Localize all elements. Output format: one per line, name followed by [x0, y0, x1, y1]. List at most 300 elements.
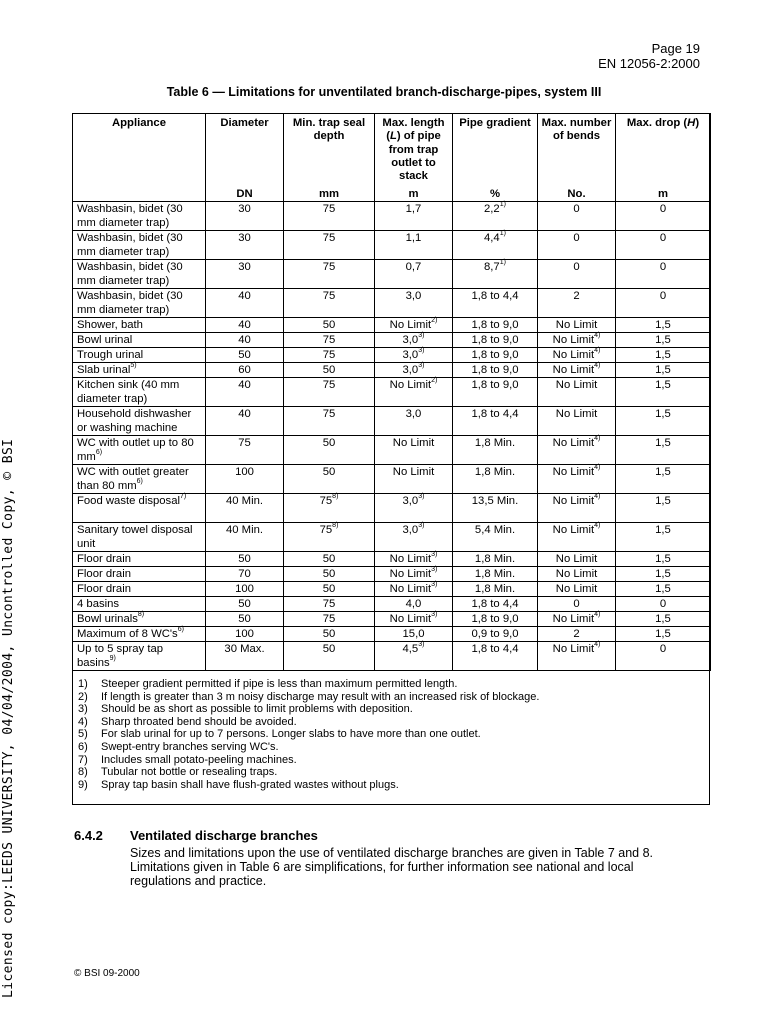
- max-length-cell-text: No Limit: [389, 613, 432, 625]
- max-length-cell: [375, 348, 453, 363]
- footnote: [78, 678, 539, 691]
- max-length-cell-text: 3,0: [402, 495, 419, 507]
- gradient-cell-text: 8,7: [484, 261, 500, 273]
- footnote-number: 9): [78, 778, 88, 791]
- max-length-cell: [375, 494, 453, 523]
- gradient-cell: [453, 436, 538, 465]
- bends-cell-text: 0: [573, 598, 580, 610]
- gradient-cell: [453, 465, 538, 494]
- trap-seal-cell-text: 75: [322, 349, 336, 361]
- appliance-cell-text: 4 basins: [77, 598, 120, 610]
- column-unit: mm: [284, 187, 375, 202]
- max-drop-cell: [616, 363, 711, 378]
- max-drop-cell-text: 1,5: [655, 568, 671, 580]
- gradient-cell-text: 1,8 Min.: [474, 437, 516, 449]
- max-length-cell-text: 1,7: [405, 203, 422, 215]
- max-drop-cell-text: 1,5: [655, 466, 671, 478]
- bends-cell: [538, 612, 616, 627]
- gradient-cell-text: 4,4: [484, 232, 500, 244]
- diameter-cell-text: 100: [235, 583, 254, 595]
- table-row: [73, 318, 711, 333]
- appliance-cell: [73, 627, 206, 642]
- max-drop-cell-text: 1,5: [655, 334, 671, 346]
- trap-seal-cell: [284, 436, 375, 465]
- diameter-cell: [206, 436, 284, 465]
- bends-cell-text: No Limit: [555, 553, 598, 565]
- footnote-text: Should be as short as possible to limit problems with deposition.: [101, 703, 413, 716]
- trap-seal-cell: [284, 597, 375, 612]
- footnote-ref: 6): [136, 478, 143, 485]
- appliance-cell: [73, 289, 206, 318]
- bends-cell-text: No Limit: [555, 568, 598, 580]
- appliance-cell: [73, 260, 206, 289]
- max-drop-cell: [616, 642, 711, 671]
- gradient-cell: [453, 260, 538, 289]
- max-length-cell: [375, 289, 453, 318]
- appliance-cell-text: Washbasin, bidet (30 mm diameter trap): [77, 290, 183, 316]
- gradient-cell-text: 0,9 to 9,0: [471, 628, 519, 640]
- max-length-cell-text: 3,0: [402, 334, 419, 346]
- section-body: [130, 846, 690, 888]
- bends-cell-text: 0: [573, 232, 580, 244]
- bends-cell-text: No Limit: [552, 524, 595, 536]
- column-unit: %: [453, 187, 538, 202]
- appliance-cell: [73, 494, 206, 523]
- max-length-cell: [375, 567, 453, 582]
- diameter-cell-text: 100: [235, 628, 254, 640]
- bends-cell-text: 2: [573, 628, 580, 640]
- diameter-cell-text: 30: [238, 232, 251, 244]
- trap-seal-cell: [284, 318, 375, 333]
- diameter-cell: [206, 260, 284, 289]
- gradient-cell: [453, 333, 538, 348]
- footnote: [78, 754, 539, 767]
- max-length-cell: [375, 597, 453, 612]
- section-paragraph-2: Limitations given in Table 6 are simplifications, for further information see national and local regulations and practice.: [130, 860, 634, 888]
- max-length-cell: [375, 231, 453, 260]
- section-heading: [74, 828, 318, 843]
- max-drop-cell-text: 1,5: [655, 613, 671, 625]
- trap-seal-cell-text: 50: [322, 628, 336, 640]
- footnote-ref: 4): [594, 611, 601, 618]
- trap-seal-cell-text: 50: [322, 466, 336, 478]
- diameter-cell-text: 60: [238, 364, 251, 376]
- appliance-cell-text: Household dishwasher or washing machine: [77, 408, 192, 434]
- diameter-cell: [206, 642, 284, 671]
- trap-seal-cell-text: 75: [322, 408, 336, 420]
- footnote-number: 5): [78, 728, 88, 741]
- gradient-cell-text: 1,8 to 4,4: [471, 643, 519, 655]
- footnote: [78, 728, 539, 741]
- max-length-cell-text: No Limit: [389, 553, 432, 565]
- appliance-cell: [73, 612, 206, 627]
- footnote-ref: 4): [594, 435, 601, 442]
- trap-seal-cell-text: 50: [322, 568, 336, 580]
- footnote-text: Swept-entry branches serving WC's.: [101, 740, 279, 753]
- bends-cell-text: No Limit: [552, 349, 595, 361]
- section-paragraph-1: Sizes and limitations upon the use of ventilated discharge branches are given in Table 7 and 8.: [130, 846, 654, 860]
- footnote: [78, 691, 539, 704]
- diameter-cell-text: 40: [238, 334, 251, 346]
- footnote-ref: 9): [109, 655, 116, 662]
- diameter-cell: [206, 407, 284, 436]
- footnote-ref: 4): [594, 362, 601, 369]
- bends-cell: [538, 260, 616, 289]
- bends-cell-text: 0: [573, 203, 580, 215]
- trap-seal-cell-text: 50: [322, 319, 336, 331]
- diameter-cell: [206, 552, 284, 567]
- column-header-label: Appliance: [112, 117, 166, 129]
- appliance-cell-text: WC with outlet up to 80 mm: [77, 437, 194, 463]
- max-drop-cell-text: 1,5: [655, 553, 671, 565]
- footnote-text: Steeper gradient permitted if pipe is less than maximum permitted length.: [101, 678, 458, 690]
- gradient-cell-text: 1,8 to 9,0: [471, 349, 519, 361]
- column-header-symbol: L: [389, 130, 397, 143]
- trap-seal-cell: [284, 202, 375, 231]
- max-drop-cell: [616, 333, 711, 348]
- column-header-label: Min. trap seal depth: [292, 117, 366, 143]
- table-row: [73, 582, 711, 597]
- trap-seal-cell-text: 75: [319, 495, 333, 507]
- footnote-number: 6): [78, 740, 88, 753]
- table-row: [73, 523, 711, 552]
- gradient-cell: [453, 231, 538, 260]
- max-length-cell: [375, 642, 453, 671]
- max-drop-cell-text: 0: [659, 598, 667, 610]
- max-drop-cell: [616, 612, 711, 627]
- appliance-cell: [73, 552, 206, 567]
- max-length-cell-text: No Limit: [389, 319, 432, 331]
- standard-number: EN 12056-2:2000: [598, 56, 700, 71]
- footnote-number: 8): [78, 766, 88, 779]
- table-row: [73, 202, 711, 231]
- bends-cell: [538, 494, 616, 523]
- diameter-cell-text: 50: [238, 349, 251, 361]
- max-length-cell-text: 4,5: [402, 643, 419, 655]
- bends-cell-text: No Limit: [552, 643, 595, 655]
- column-header: [453, 114, 538, 188]
- column-header-label: Max. length (: [382, 117, 445, 143]
- trap-seal-cell-text: 75: [319, 524, 333, 536]
- page-header: [598, 41, 700, 71]
- bends-cell: [538, 348, 616, 363]
- trap-seal-cell: [284, 407, 375, 436]
- footnote-ref: 3): [431, 551, 438, 558]
- diameter-cell: [206, 318, 284, 333]
- trap-seal-cell: [284, 348, 375, 363]
- trap-seal-cell: [284, 231, 375, 260]
- footnote-ref: 3): [418, 522, 425, 529]
- footnote-ref: 5): [130, 362, 137, 369]
- table-row: [73, 289, 711, 318]
- max-drop-cell-text: 1,5: [655, 628, 671, 640]
- max-length-cell-text: 3,0: [402, 349, 419, 361]
- footnote-text: Spray tap basin shall have flush-grated wastes without plugs.: [101, 778, 399, 791]
- max-length-cell: [375, 465, 453, 494]
- max-length-cell-text: 3,0: [402, 364, 419, 376]
- max-length-cell-text: No Limit: [389, 379, 432, 391]
- table-row: [73, 363, 711, 378]
- max-length-cell-text: 3,0: [405, 408, 422, 420]
- gradient-cell: [453, 642, 538, 671]
- appliance-cell-text: Bowl urinals: [77, 613, 138, 625]
- table-row: [73, 642, 711, 671]
- bends-cell: [538, 333, 616, 348]
- footnote-ref: 3): [431, 611, 438, 618]
- bends-cell-text: No Limit: [552, 466, 595, 478]
- max-length-cell-text: No Limit: [389, 583, 432, 595]
- trap-seal-cell: [284, 378, 375, 407]
- trap-seal-cell: [284, 642, 375, 671]
- diameter-cell-text: 30: [238, 203, 251, 215]
- table-row: [73, 552, 711, 567]
- bends-cell: [538, 363, 616, 378]
- trap-seal-cell: [284, 333, 375, 348]
- max-drop-cell-text: 1,5: [655, 583, 671, 595]
- trap-seal-cell: [284, 627, 375, 642]
- bends-cell: [538, 567, 616, 582]
- bends-cell: [538, 465, 616, 494]
- footnote-ref: 6): [177, 626, 184, 633]
- appliance-cell: [73, 333, 206, 348]
- max-drop-cell: [616, 465, 711, 494]
- license-watermark: Licensed copy:LEEDS UNIVERSITY, 04/04/2004, Uncontrolled Copy, © BSI: [1, 438, 16, 998]
- trap-seal-cell: [284, 289, 375, 318]
- gradient-cell-text: 2,2: [484, 203, 500, 215]
- column-header-row: [73, 114, 711, 188]
- diameter-cell: [206, 627, 284, 642]
- table-row: [73, 231, 711, 260]
- max-length-cell: [375, 627, 453, 642]
- bends-cell: [538, 436, 616, 465]
- column-header: [538, 114, 616, 188]
- diameter-cell: [206, 523, 284, 552]
- footnote: [78, 779, 539, 792]
- appliance-cell-text: Kitchen sink (40 mm diameter trap): [77, 379, 180, 405]
- max-drop-cell: [616, 552, 711, 567]
- appliance-cell-text: Washbasin, bidet (30 mm diameter trap): [77, 232, 183, 258]
- bends-cell: [538, 627, 616, 642]
- column-header-label: Max. number of bends: [541, 117, 612, 143]
- footnote-text: For slab urinal for up to 7 persons. Longer slabs to have more than one outlet.: [101, 728, 481, 741]
- footnote-ref: 3): [431, 581, 438, 588]
- diameter-cell-text: 40 Min.: [225, 524, 264, 536]
- gradient-cell: [453, 582, 538, 597]
- diameter-cell-text: 50: [238, 598, 251, 610]
- appliance-cell: [73, 523, 206, 552]
- max-drop-cell-text: 0: [659, 290, 667, 302]
- appliance-cell-text: Shower, bath: [77, 319, 143, 331]
- trap-seal-cell-text: 75: [322, 203, 336, 215]
- trap-seal-cell-text: 50: [322, 437, 336, 449]
- bends-cell-text: No Limit: [555, 319, 598, 331]
- diameter-cell: [206, 378, 284, 407]
- appliance-cell-text: Slab urinal: [77, 364, 131, 376]
- trap-seal-cell-text: 75: [322, 334, 336, 346]
- max-length-cell: [375, 612, 453, 627]
- appliance-cell-text: Food waste disposal: [77, 495, 180, 507]
- footnote-ref: 4): [594, 522, 601, 529]
- appliance-cell: [73, 363, 206, 378]
- column-header: [73, 114, 206, 188]
- trap-seal-cell-text: 50: [322, 553, 336, 565]
- bends-cell: [538, 582, 616, 597]
- bends-cell-text: No Limit: [552, 495, 595, 507]
- gradient-cell-text: 1,8 to 4,4: [471, 408, 519, 420]
- max-drop-cell-text: 1,5: [655, 524, 671, 536]
- bends-cell: [538, 642, 616, 671]
- gradient-cell-text: 1,8 Min.: [474, 568, 516, 580]
- gradient-cell-text: 1,8 to 9,0: [471, 319, 519, 331]
- gradient-cell-text: 1,8 to 9,0: [471, 613, 519, 625]
- diameter-cell: [206, 567, 284, 582]
- column-header-label: ) of pipe from trap outlet to stack: [388, 130, 441, 183]
- table-title: Table 6 — Limitations for unventilated branch-discharge-pipes, system III: [166, 85, 602, 99]
- table-row: [73, 348, 711, 363]
- footnote-ref: 4): [594, 347, 601, 354]
- max-drop-cell: [616, 494, 711, 523]
- max-drop-cell-text: 0: [659, 232, 667, 244]
- footnote-number: 3): [78, 703, 88, 716]
- max-drop-cell: [616, 348, 711, 363]
- footnote-ref: 7): [180, 493, 187, 500]
- trap-seal-cell-text: 75: [322, 598, 336, 610]
- table-row: [73, 597, 711, 612]
- footnote-number: 7): [78, 753, 88, 766]
- diameter-cell: [206, 465, 284, 494]
- column-header-label: Diameter: [220, 117, 269, 129]
- appliance-cell-text: Bowl urinal: [77, 334, 133, 346]
- table-row: [73, 465, 711, 494]
- max-drop-cell-text: 0: [659, 643, 667, 655]
- trap-seal-cell: [284, 465, 375, 494]
- appliance-cell: [73, 318, 206, 333]
- column-unit: [73, 187, 206, 202]
- max-drop-cell-text: 1,5: [655, 379, 671, 391]
- max-drop-cell: [616, 231, 711, 260]
- max-drop-cell-text: 1,5: [655, 319, 671, 331]
- appliance-cell-text: Up to 5 spray tap basins: [77, 643, 164, 669]
- section-number: 6.4.2: [74, 828, 103, 843]
- bends-cell: [538, 597, 616, 612]
- gradient-cell-text: 1,8 to 9,0: [471, 379, 519, 391]
- trap-seal-cell-text: 50: [322, 583, 336, 595]
- bends-cell-text: 0: [573, 261, 580, 273]
- appliance-cell: [73, 348, 206, 363]
- gradient-cell-text: 5,4 Min.: [474, 524, 516, 536]
- bends-cell: [538, 552, 616, 567]
- max-length-cell-text: No Limit: [392, 466, 435, 478]
- footnote-ref: 4): [594, 641, 601, 648]
- trap-seal-cell-text: 75: [322, 290, 336, 302]
- max-length-cell: [375, 333, 453, 348]
- appliance-cell: [73, 407, 206, 436]
- footnote-ref: 4): [594, 332, 601, 339]
- trap-seal-cell: [284, 567, 375, 582]
- diameter-cell-text: 75: [238, 437, 251, 449]
- bends-cell-text: No Limit: [552, 437, 595, 449]
- table-footnotes: [78, 678, 539, 791]
- trap-seal-cell: [284, 612, 375, 627]
- table-row: [73, 260, 711, 289]
- max-length-cell: [375, 202, 453, 231]
- gradient-cell-text: 13,5 Min.: [471, 495, 519, 507]
- appliance-cell-text: Washbasin, bidet (30 mm diameter trap): [77, 203, 183, 229]
- bends-cell: [538, 289, 616, 318]
- max-drop-cell: [616, 582, 711, 597]
- diameter-cell: [206, 582, 284, 597]
- table-row: [73, 333, 711, 348]
- bends-cell: [538, 378, 616, 407]
- bends-cell: [538, 202, 616, 231]
- diameter-cell-text: 30: [238, 261, 251, 273]
- table-row: [73, 407, 711, 436]
- trap-seal-cell-text: 50: [322, 643, 336, 655]
- copyright-footer: © BSI 09-2000: [74, 968, 140, 979]
- appliance-cell-text: Floor drain: [77, 568, 131, 580]
- diameter-cell-text: 50: [238, 613, 251, 625]
- footnote-text: Sharp throated bend should be avoided.: [101, 715, 297, 728]
- bends-cell-text: 2: [573, 290, 580, 302]
- gradient-cell: [453, 494, 538, 523]
- appliance-cell: [73, 231, 206, 260]
- footnote-ref: 1): [499, 201, 506, 208]
- gradient-cell-text: 1,8 Min.: [474, 466, 516, 478]
- gradient-cell: [453, 627, 538, 642]
- footnote-ref: 8): [332, 522, 339, 529]
- gradient-cell-text: 1,8 Min.: [474, 553, 516, 565]
- bends-cell-text: No Limit: [555, 379, 598, 391]
- diameter-cell-text: 40 Min.: [225, 495, 264, 507]
- table-row: [73, 627, 711, 642]
- appliance-cell-text: Maximum of 8 WC's: [77, 628, 178, 640]
- bends-cell-text: No Limit: [552, 613, 595, 625]
- footnote-ref: 8): [332, 493, 339, 500]
- max-drop-cell: [616, 627, 711, 642]
- appliance-cell: [73, 642, 206, 671]
- diameter-cell-text: 100: [235, 466, 254, 478]
- appliance-cell-text: Washbasin, bidet (30 mm diameter trap): [77, 261, 183, 287]
- gradient-cell-text: 1,8 to 4,4: [471, 598, 519, 610]
- max-drop-cell: [616, 436, 711, 465]
- appliance-cell-text: Sanitary towel disposal unit: [77, 524, 193, 550]
- trap-seal-cell: [284, 523, 375, 552]
- gradient-cell: [453, 612, 538, 627]
- footnote-text: Includes small potato-peeling machines.: [101, 753, 297, 766]
- footnote-ref: 4): [594, 464, 601, 471]
- diameter-cell: [206, 612, 284, 627]
- diameter-cell-text: 70: [238, 568, 251, 580]
- trap-seal-cell: [284, 552, 375, 567]
- diameter-cell: [206, 494, 284, 523]
- table-row: [73, 494, 711, 523]
- appliance-cell-text: WC with outlet greater than 80 mm: [77, 466, 189, 492]
- footnote: [78, 703, 539, 716]
- bends-cell: [538, 231, 616, 260]
- trap-seal-cell-text: 75: [322, 613, 336, 625]
- footnote-number: 4): [78, 715, 88, 728]
- unit-row: [73, 187, 711, 202]
- column-header-label: ): [695, 117, 700, 129]
- diameter-cell-text: 40: [238, 319, 251, 331]
- diameter-cell-text: 30 Max.: [224, 643, 265, 655]
- column-header-label: Max. drop (: [626, 117, 688, 129]
- trap-seal-cell-text: 50: [322, 364, 336, 376]
- gradient-cell: [453, 597, 538, 612]
- trap-seal-cell-text: 75: [322, 261, 336, 273]
- table-row: [73, 612, 711, 627]
- table-row: [73, 436, 711, 465]
